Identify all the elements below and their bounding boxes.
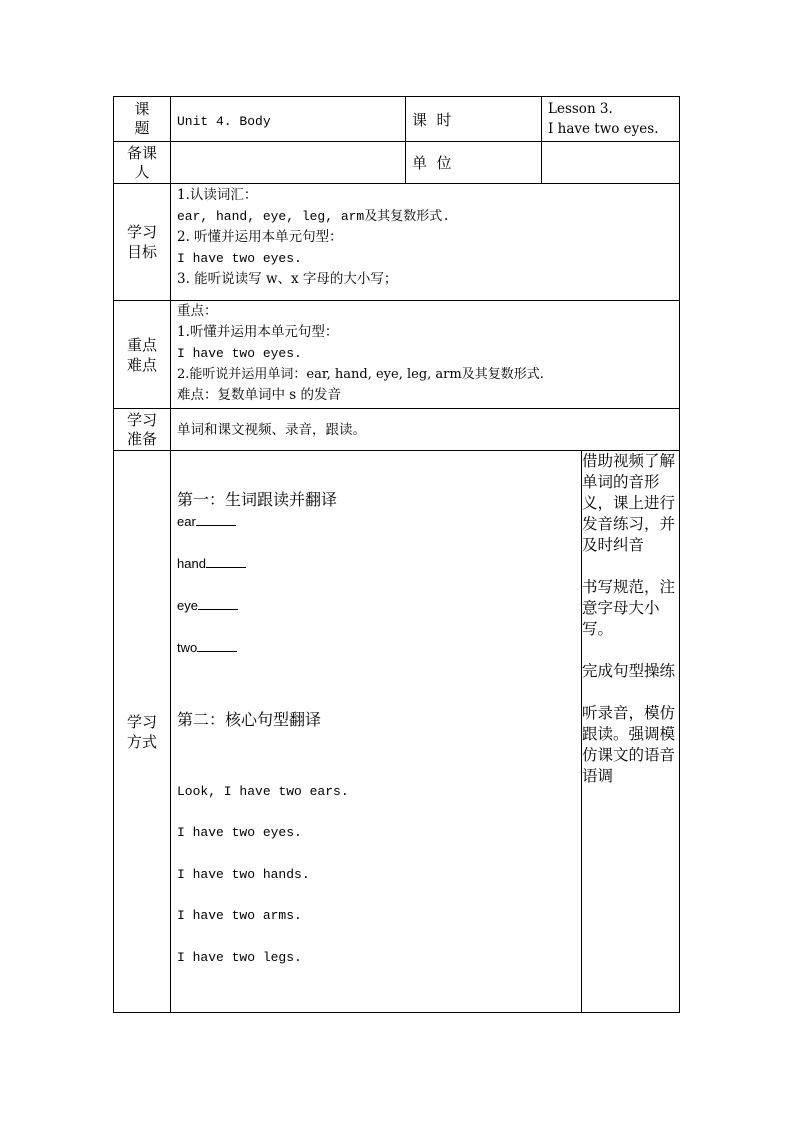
sentence-item: Look, I have two ears. bbox=[177, 784, 349, 799]
keypoints-line: 难点：复数单词中 s 的发音 bbox=[177, 387, 342, 403]
keypoints-line: 2.能听说并运用单词：ear, hand, eye, leg, arm及其复数形式. bbox=[177, 367, 544, 382]
topic-value: Unit 4. Body bbox=[177, 113, 271, 129]
method-content bbox=[171, 451, 582, 1013]
preparer-value-cell bbox=[171, 142, 406, 184]
method-label-cell bbox=[114, 451, 171, 1013]
sentence-item: I have two hands. bbox=[177, 867, 310, 882]
sentence-item: I have two arms. bbox=[177, 908, 302, 923]
prep-content bbox=[171, 409, 680, 451]
goals-line: 3. 能听说读写 w、x 字母的大小写； bbox=[177, 271, 398, 287]
lesson-line-1: Lesson 3. bbox=[548, 101, 613, 117]
answer-blank bbox=[197, 639, 237, 652]
sentence-list bbox=[177, 781, 575, 968]
keypoints-line: 1.听懂并运用本单元句型： bbox=[177, 324, 339, 340]
goals-row bbox=[114, 184, 680, 301]
keypoints-line: I have two eyes. bbox=[177, 346, 302, 361]
unit-label-cell bbox=[406, 142, 542, 184]
goals-label-cell bbox=[114, 184, 171, 301]
section2-title: 第二：核心句型翻译 bbox=[177, 710, 322, 729]
keypoints-content bbox=[171, 301, 680, 409]
sentence-item: I have two legs. bbox=[177, 950, 302, 965]
topic-value-cell bbox=[171, 97, 406, 142]
word-item bbox=[177, 639, 575, 657]
word-text: two bbox=[177, 640, 198, 655]
topic-row bbox=[114, 97, 680, 142]
answer-blank bbox=[196, 513, 236, 526]
period-label: 课 时 bbox=[412, 110, 452, 129]
method-notes bbox=[582, 451, 680, 1013]
prep-label: 学习准备 bbox=[127, 410, 158, 448]
keypoints-line: 重点： bbox=[177, 303, 218, 319]
answer-blank bbox=[206, 555, 246, 568]
prep-label-cell bbox=[114, 409, 171, 451]
word-item bbox=[177, 513, 575, 531]
preparer-label: 备课人 bbox=[127, 143, 158, 181]
method-row bbox=[114, 451, 680, 1013]
topic-label: 课题 bbox=[134, 100, 150, 137]
goals-label: 学习目标 bbox=[127, 223, 158, 261]
goals-line: I have two eyes. bbox=[177, 251, 302, 266]
sentence-item: I have two eyes. bbox=[177, 825, 302, 840]
goals-line: 1.认读词汇： bbox=[177, 187, 258, 203]
word-list bbox=[177, 513, 575, 657]
word-text: hand bbox=[177, 556, 206, 571]
goals-line: 2. 听懂并运用本单元句型： bbox=[177, 229, 343, 245]
note-paragraph: 听录音，模仿跟读。强调模仿课文的语音语调 bbox=[582, 704, 676, 785]
note-paragraph: 书写规范，注意字母大小写。 bbox=[582, 578, 676, 638]
note-paragraph: 借助视频了解单词的音形义，课上进行发音练习，并及时纠音 bbox=[582, 452, 676, 554]
prep-text: 单词和课文视频、录音，跟读。 bbox=[177, 421, 366, 438]
word-item bbox=[177, 597, 575, 615]
word-text: eye bbox=[177, 598, 198, 613]
word-text: ear bbox=[177, 514, 196, 529]
period-label-cell bbox=[406, 97, 542, 142]
word-item bbox=[177, 555, 575, 573]
method-label: 学习方式 bbox=[127, 712, 158, 751]
lesson-plan-table bbox=[113, 96, 680, 1013]
keypoints-label: 重点难点 bbox=[127, 335, 158, 374]
prep-row bbox=[114, 409, 680, 451]
preparer-row bbox=[114, 142, 680, 184]
topic-label-cell bbox=[114, 97, 171, 142]
keypoints-row bbox=[114, 301, 680, 409]
section1-title: 第一：生词跟读并翻译 bbox=[177, 490, 338, 509]
goals-line: ear, hand, eye, leg, arm及其复数形式. bbox=[177, 209, 451, 224]
preparer-label-cell bbox=[114, 142, 171, 184]
keypoints-label-cell bbox=[114, 301, 171, 409]
note-paragraph: 完成句型操练 bbox=[582, 662, 676, 680]
unit-label: 单 位 bbox=[412, 154, 452, 172]
goals-content bbox=[171, 184, 680, 301]
answer-blank bbox=[198, 597, 238, 610]
lesson-line-2: I have two eyes. bbox=[548, 121, 659, 137]
unit-value-cell bbox=[542, 142, 680, 184]
lesson-cell bbox=[542, 97, 680, 142]
